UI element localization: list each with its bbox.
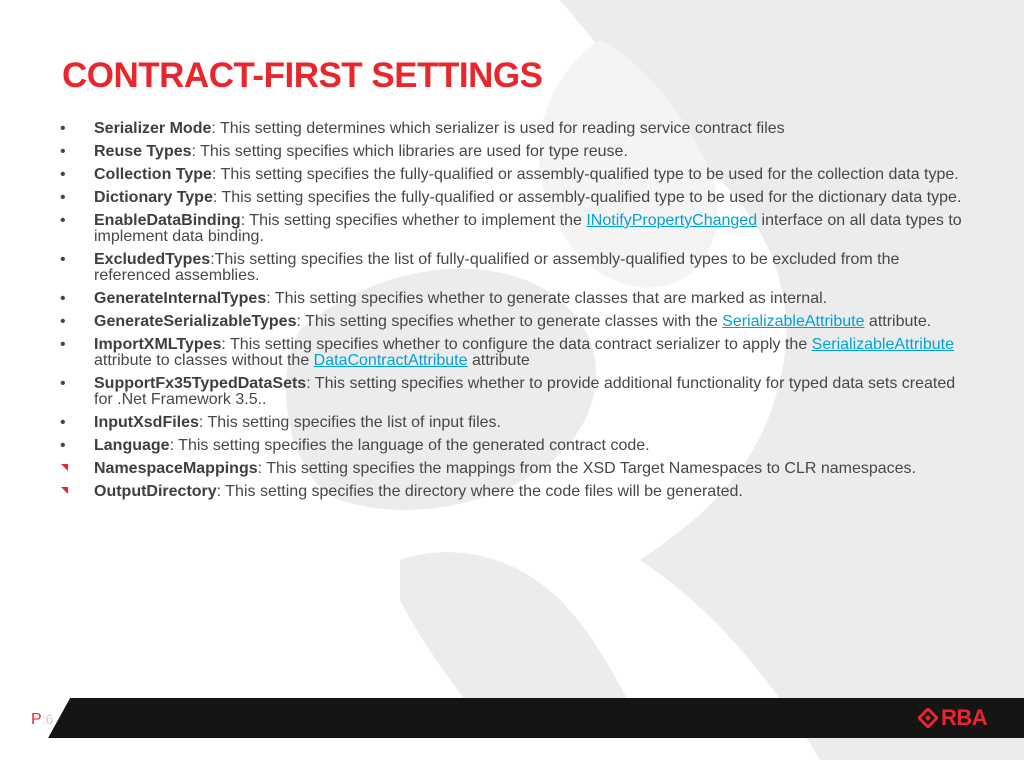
setting-description: attribute <box>467 352 530 369</box>
page-number <box>31 711 53 729</box>
bullet-dot-icon: • <box>60 290 66 307</box>
bullet-dot-icon: • <box>60 212 66 229</box>
setting-description: : This setting specifies which libraries are used for type reuse. <box>191 143 628 160</box>
page-prefix: P <box>31 711 42 728</box>
bullet-item <box>56 144 971 160</box>
bullet-item <box>56 314 971 330</box>
type-link[interactable]: SerializableAttribute <box>722 313 865 330</box>
setting-description: : This setting determines which serializer is used for reading service contract files <box>211 120 785 137</box>
setting-name: GenerateInternalTypes <box>94 290 267 307</box>
setting-name: OutputDirectory <box>94 483 217 500</box>
bullet-item <box>56 461 971 477</box>
setting-name: NamespaceMappings <box>94 460 258 477</box>
bullet-dot-icon: • <box>60 336 66 353</box>
bullet-item <box>56 337 971 369</box>
type-link[interactable]: INotifyPropertyChanged <box>586 212 758 229</box>
slide-title: CONTRACT-FIRST SETTINGS <box>62 56 543 95</box>
setting-name: Collection Type <box>94 166 212 183</box>
type-link[interactable]: DataContractAttribute <box>313 352 468 369</box>
bullet-item <box>56 438 971 454</box>
setting-description: : This setting specifies the mappings from the XSD Target Namespaces to CLR namespaces. <box>257 460 916 477</box>
setting-description: : This setting specifies the language of the generated contract code. <box>169 437 650 454</box>
footer-bar <box>0 698 1024 738</box>
setting-name: ImportXMLTypes <box>94 336 222 353</box>
setting-name: EnableDataBinding <box>94 212 241 229</box>
setting-description: : This setting specifies whether to provide additional functionality for typed data sets created for .Net Framework 3.5.. <box>94 375 956 408</box>
bullet-item <box>56 376 971 408</box>
setting-description: attribute. <box>864 313 932 330</box>
setting-description: : This setting specifies whether to configure the data contract serializer to apply the <box>221 336 812 353</box>
setting-description: interface on all data types to implement data binding. <box>94 212 962 245</box>
settings-bullet-list <box>56 121 971 507</box>
bullet-dot-icon: • <box>60 120 66 137</box>
bullet-item <box>56 213 971 245</box>
bullet-item <box>56 484 971 500</box>
bullet-item <box>56 190 971 206</box>
bullet-dot-icon: • <box>60 375 66 392</box>
setting-description: : This setting specifies the fully-qualified or assembly-qualified type to be used for the dictionary data type. <box>212 189 962 206</box>
bullet-dot-icon: • <box>60 437 66 454</box>
bullet-dot-icon: • <box>60 251 66 268</box>
setting-name: GenerateSerializableTypes <box>94 313 297 330</box>
setting-name: Serializer Mode <box>94 120 212 137</box>
bullet-dot-icon: • <box>60 166 66 183</box>
setting-description: : This setting specifies the fully-qualified or assembly-qualified type to be used for the collection data type. <box>211 166 959 183</box>
setting-description: : This setting specifies the list of input files. <box>198 414 501 431</box>
logo-text: RBA <box>941 705 988 730</box>
setting-name: ExcludedTypes <box>94 251 211 268</box>
setting-description: attribute to classes without the <box>94 352 314 369</box>
triangle-bullet-icon <box>61 487 68 494</box>
bullet-item <box>56 252 971 284</box>
bullet-item <box>56 291 971 307</box>
setting-description: : This setting specifies the directory where the code files will be generated. <box>216 483 743 500</box>
bullet-dot-icon: • <box>60 313 66 330</box>
rba-diamond-logo-icon <box>918 708 938 728</box>
bullet-dot-icon: • <box>60 189 66 206</box>
bullet-dot-icon: • <box>60 414 66 431</box>
setting-description: : This setting specifies whether to implement the <box>240 212 587 229</box>
bullet-item <box>56 167 971 183</box>
bullet-item <box>56 415 971 431</box>
setting-description: : This setting specifies whether to generate classes that are marked as internal. <box>266 290 828 307</box>
setting-name: InputXsdFiles <box>94 414 199 431</box>
type-link[interactable]: SerializableAttribute <box>811 336 954 353</box>
rba-logo <box>918 705 987 731</box>
bullet-item <box>56 121 971 137</box>
setting-description: :This setting specifies the list of fully-qualified or assembly-qualified types to be excluded from the referenced assemblies. <box>94 251 900 284</box>
setting-name: Language <box>94 437 170 454</box>
triangle-bullet-icon <box>61 464 68 471</box>
bullet-dot-icon: • <box>60 143 66 160</box>
setting-name: Reuse Types <box>94 143 192 160</box>
setting-name: Dictionary Type <box>94 189 213 206</box>
page-number-value: :6 <box>41 711 54 727</box>
setting-name: SupportFx35TypedDataSets <box>94 375 307 392</box>
setting-description: : This setting specifies whether to generate classes with the <box>296 313 723 330</box>
